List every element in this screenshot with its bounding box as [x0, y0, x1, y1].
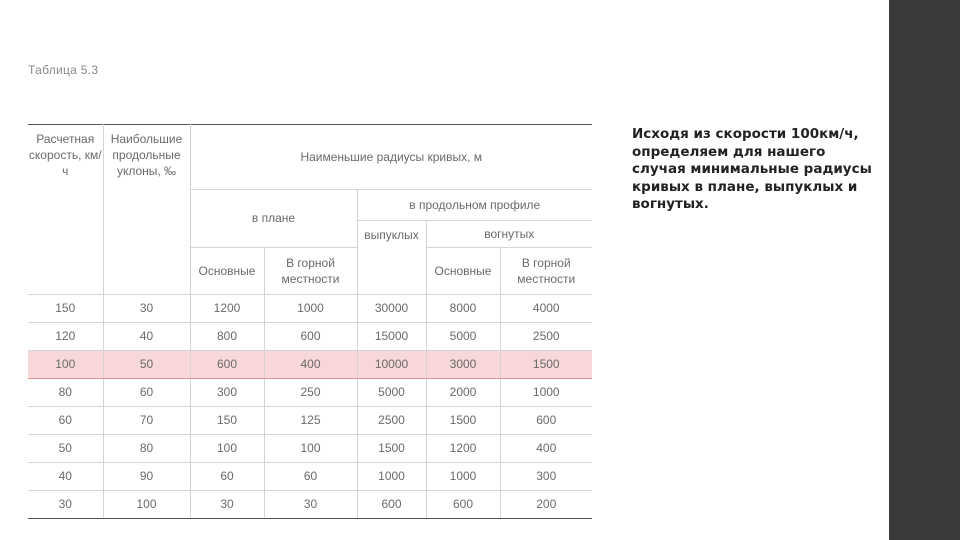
table-cell: 60	[28, 407, 103, 435]
table-cell: 1000	[426, 463, 500, 491]
table-cell: 30	[264, 491, 357, 519]
table-cell: 60	[190, 463, 264, 491]
header-concave-mountain: В горной местности	[500, 248, 592, 295]
table-cell: 125	[264, 407, 357, 435]
header-grade: Наибольшие продольные уклоны, ‰	[103, 125, 190, 295]
table-cell: 600	[190, 351, 264, 379]
table-cell: 10000	[357, 351, 426, 379]
table-cell: 30	[190, 491, 264, 519]
explanation-note: Исходя из скорости 100км/ч, определяем для нашего случая минимальные радиусы кривых в плане, выпуклых и вогнутых.	[632, 126, 872, 213]
header-radii: Наименьшие радиусы кривых, м	[190, 125, 592, 190]
table-cell: 2000	[426, 379, 500, 407]
table-row	[28, 435, 592, 463]
table-cell: 15000	[357, 323, 426, 351]
table-cell: 60	[264, 463, 357, 491]
table-cell: 100	[190, 435, 264, 463]
decorative-side-bar	[889, 0, 960, 540]
table-row	[28, 295, 592, 323]
header-plan-mountain: В горной местности	[264, 248, 357, 295]
table-row	[28, 379, 592, 407]
table-cell: 120	[28, 323, 103, 351]
table-cell: 8000	[426, 295, 500, 323]
table-cell: 800	[190, 323, 264, 351]
table-cell: 2500	[500, 323, 592, 351]
header-plan-basic: Основные	[190, 248, 264, 295]
table-cell: 1200	[426, 435, 500, 463]
table-cell: 600	[264, 323, 357, 351]
table-cell: 5000	[426, 323, 500, 351]
header-speed: Расчетная скорость, км/ч	[28, 125, 103, 295]
table-cell: 1500	[426, 407, 500, 435]
header-profile: в продольном профиле	[357, 190, 592, 221]
table-cell: 40	[103, 323, 190, 351]
radii-table	[28, 124, 592, 519]
table-cell: 1500	[357, 435, 426, 463]
table-cell: 30	[103, 295, 190, 323]
table-cell: 60	[103, 379, 190, 407]
table-cell: 300	[500, 463, 592, 491]
header-convex: выпуклых	[357, 221, 426, 295]
table-cell: 1500	[500, 351, 592, 379]
table-cell: 50	[28, 435, 103, 463]
table-cell: 5000	[357, 379, 426, 407]
table-row-highlighted	[28, 351, 592, 379]
table-cell: 250	[264, 379, 357, 407]
table-cell: 100	[28, 351, 103, 379]
table-cell: 600	[426, 491, 500, 519]
table-row	[28, 491, 592, 519]
table-caption: Таблица 5.3	[28, 63, 99, 77]
table-cell: 3000	[426, 351, 500, 379]
table-cell: 400	[500, 435, 592, 463]
table-cell: 200	[500, 491, 592, 519]
table-cell: 90	[103, 463, 190, 491]
table-cell: 600	[357, 491, 426, 519]
table-cell: 1000	[357, 463, 426, 491]
table-cell: 600	[500, 407, 592, 435]
table-cell: 30000	[357, 295, 426, 323]
table-cell: 80	[28, 379, 103, 407]
table-cell: 4000	[500, 295, 592, 323]
table-row	[28, 323, 592, 351]
table-cell: 150	[190, 407, 264, 435]
table-cell: 2500	[357, 407, 426, 435]
table-cell: 30	[28, 491, 103, 519]
header-plan: в плане	[190, 190, 357, 248]
table-cell: 40	[28, 463, 103, 491]
table-cell: 400	[264, 351, 357, 379]
table-row	[28, 407, 592, 435]
table-cell: 70	[103, 407, 190, 435]
table-cell: 300	[190, 379, 264, 407]
table-row	[28, 463, 592, 491]
header-concave-basic: Основные	[426, 248, 500, 295]
table-cell: 1000	[500, 379, 592, 407]
table-cell: 1000	[264, 295, 357, 323]
header-concave: вогнутых	[426, 221, 592, 248]
table-cell: 50	[103, 351, 190, 379]
table-cell: 80	[103, 435, 190, 463]
table-cell: 100	[264, 435, 357, 463]
table-cell: 150	[28, 295, 103, 323]
table-cell: 100	[103, 491, 190, 519]
table-cell: 1200	[190, 295, 264, 323]
